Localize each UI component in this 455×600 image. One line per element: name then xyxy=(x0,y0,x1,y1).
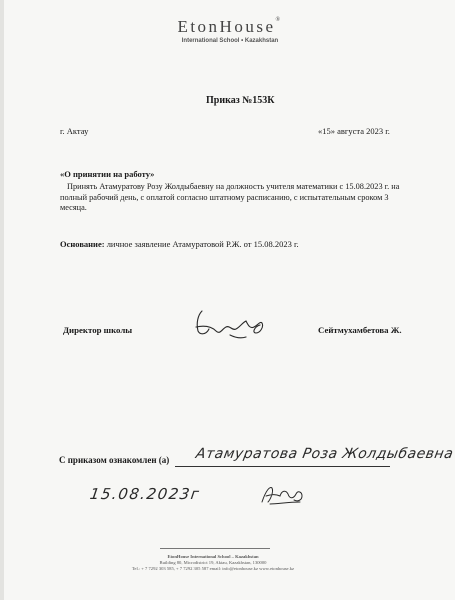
handwritten-date: 15.08.2023г xyxy=(88,485,202,503)
acknowledgement-line xyxy=(175,466,390,467)
footer-contacts: Tel.: + 7 7292 303 585, + 7 7292 305 587 email: info@etonhouse.kz www.etonhouse.kz xyxy=(131,566,295,571)
order-body: Принять Атамуратову Розу Жолдыбаевну на должность учителя математики с 15.08.2023 г. на полный рабочий день, с оплатой согласно штатному расписанию, с испытательным сроком 3 месяца. xyxy=(60,182,400,212)
director-signature xyxy=(176,305,276,347)
order-city: г. Актау xyxy=(60,126,89,136)
school-logo xyxy=(150,17,310,44)
scan-edge xyxy=(0,0,4,600)
order-basis xyxy=(60,239,299,249)
footer-address: Building 80, Microdistrict 19, Aktau, Kazakhstan, 130000 xyxy=(159,560,267,565)
basis-label: Основание: xyxy=(60,239,105,249)
director-label: Директор школы xyxy=(63,325,133,335)
basis-text: личное заявление Атамуратовой Р.Ж. от 15.08.2023 г. xyxy=(104,239,299,249)
handwritten-employee-name: Атамуратова Роза Жолдыбаевна xyxy=(194,446,455,462)
footer-divider xyxy=(160,548,270,549)
order-subject: «О принятии на работу» xyxy=(60,169,155,179)
employee-signature xyxy=(258,482,310,508)
footer-school-name: EtonHouse International School – Kazakhstan xyxy=(167,554,259,559)
order-title: Приказ №153К xyxy=(206,95,275,106)
logo-name: EtonHouse® xyxy=(177,17,283,36)
logo-reg: ® xyxy=(275,17,283,23)
logo-subtitle: International School • Kazakhstan xyxy=(181,38,279,44)
order-date: «15» августа 2023 г. xyxy=(318,126,390,136)
footer xyxy=(108,554,318,572)
acknowledged-label: С приказом ознакомлен (а) xyxy=(59,455,170,465)
director-name: Сейтмухамбетова Ж. xyxy=(318,325,402,335)
